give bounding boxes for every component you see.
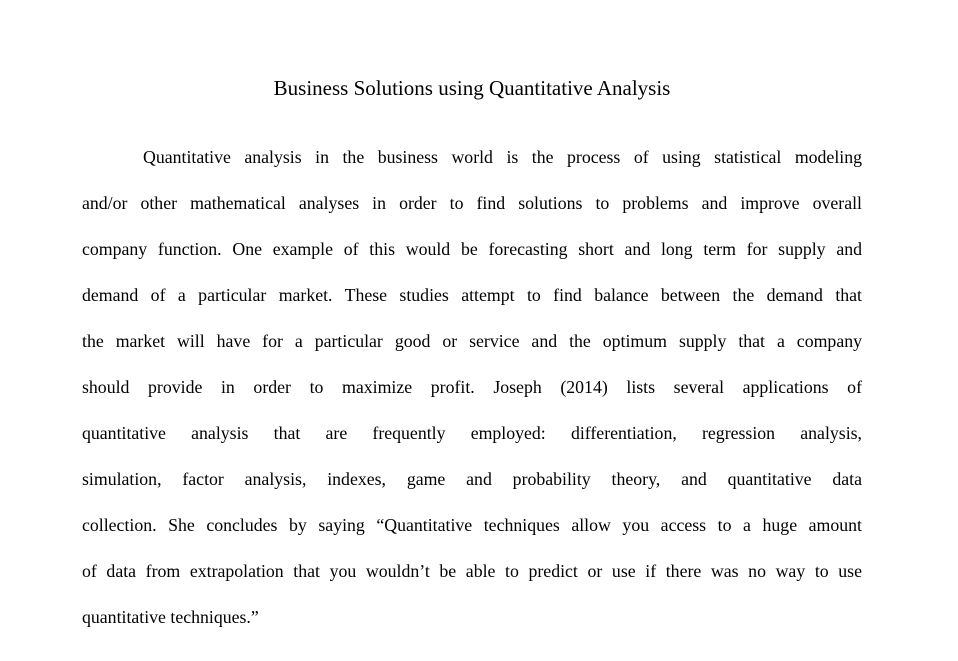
paragraph-line: quantitative techniques.” bbox=[82, 607, 259, 627]
paragraph-line: should provide in order to maximize profit. Joseph (2014) lists several applications of bbox=[82, 377, 862, 397]
paragraph-line: company function. One example of this would be forecasting short and long term for supply and bbox=[82, 239, 862, 259]
paragraph-line: quantitative analysis that are frequently employed: differentiation, regression analysis, bbox=[82, 423, 862, 443]
paragraph-line: Quantitative analysis in the business world is the process of using statistical modeling bbox=[143, 147, 862, 167]
paragraph-line: demand of a particular market. These studies attempt to find balance between the demand that bbox=[82, 285, 862, 305]
paragraph-line: and/or other mathematical analyses in order to find solutions to problems and improve overall bbox=[82, 193, 862, 213]
document-title: Business Solutions using Quantitative Analysis bbox=[273, 76, 671, 100]
paragraph-line: simulation, factor analysis, indexes, game and probability theory, and quantitative data bbox=[82, 469, 862, 489]
paragraph-line: collection. She concludes by saying “Quantitative techniques allow you access to a huge amount bbox=[82, 515, 862, 535]
paragraph-line: of data from extrapolation that you wouldn’t be able to predict or use if there was no way to use bbox=[82, 561, 862, 581]
paragraph-line: the market will have for a particular good or service and the optimum supply that a company bbox=[82, 331, 862, 351]
